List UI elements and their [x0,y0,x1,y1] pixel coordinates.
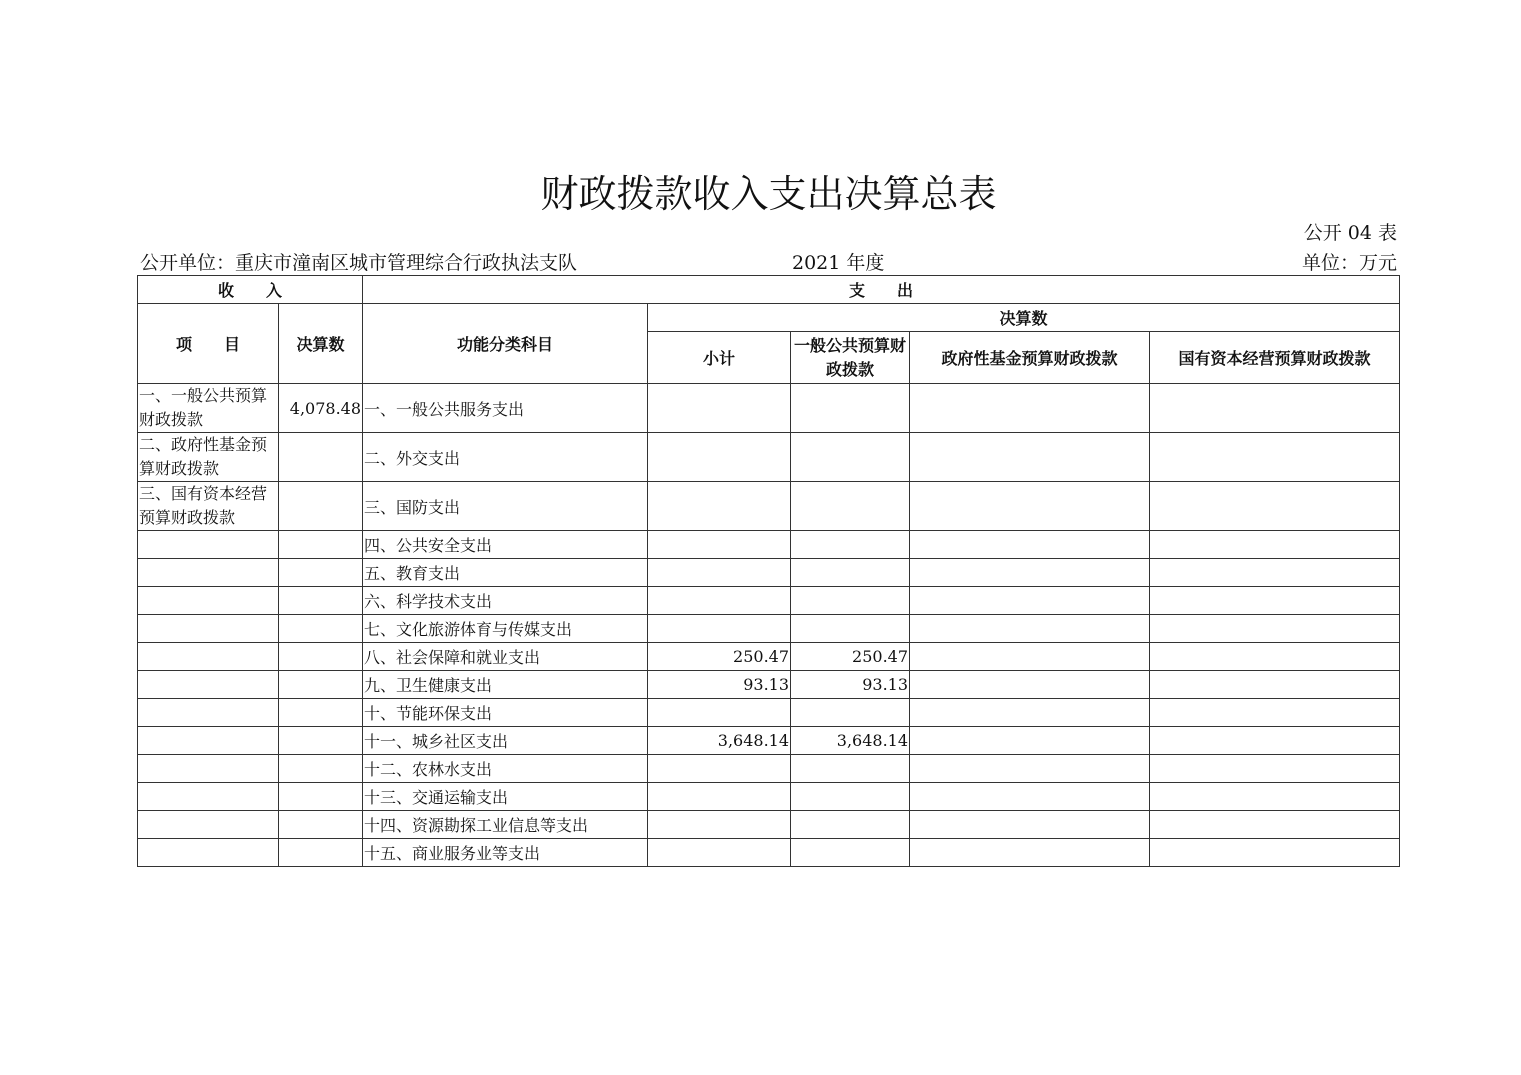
income-item-cell [138,559,279,587]
general-budget-cell [791,811,910,839]
subtotal-cell [648,615,791,643]
subtotal-cell [648,531,791,559]
subtotal-cell [648,559,791,587]
state-capital-cell [1150,727,1400,755]
income-amount-cell [279,671,363,699]
table-row [138,384,1400,433]
gov-fund-cell [910,531,1150,559]
column-header-row-1 [138,304,1400,332]
expense-item-cell: 九、卫生健康支出 [363,671,648,699]
expense-item-cell: 十、节能环保支出 [363,699,648,727]
income-item-cell [138,727,279,755]
income-item-cell [138,615,279,643]
expense-item-cell: 一、一般公共服务支出 [363,384,648,433]
income-amount-cell [279,643,363,671]
income-section-header: 收 入 [138,276,363,304]
gov-fund-cell [910,699,1150,727]
income-amount-cell [279,587,363,615]
income-amount-cell [279,433,363,482]
general-budget-cell [791,615,910,643]
table-row [138,811,1400,839]
subtotal-cell [648,433,791,482]
income-item-cell [138,671,279,699]
table-row [138,839,1400,867]
gov-fund-cell [910,839,1150,867]
state-capital-cell [1150,531,1400,559]
subtotal-cell [648,384,791,433]
expense-item-cell: 十三、交通运输支出 [363,783,648,811]
state-capital-cell [1150,699,1400,727]
gov-fund-cell [910,727,1150,755]
income-amount-cell [279,699,363,727]
subtotal-cell [648,839,791,867]
gov-fund-cell [910,482,1150,531]
general-budget-cell [791,433,910,482]
gov-fund-cell [910,783,1150,811]
general-budget-cell [791,531,910,559]
expense-item-cell: 十一、城乡社区支出 [363,727,648,755]
fiscal-year: 2021 年度 [792,252,885,274]
subtotal-cell: 3,648.14 [648,727,791,755]
general-budget-cell [791,755,910,783]
subtotal-header: 小计 [648,332,791,384]
income-amount-cell [279,755,363,783]
table-row [138,643,1400,671]
expense-item-cell: 五、教育支出 [363,559,648,587]
subtotal-cell: 250.47 [648,643,791,671]
page-title: 财政拨款收入支出决算总表 [540,172,997,216]
appropriation-summary-table [137,275,1400,867]
state-capital-cell [1150,587,1400,615]
table-row [138,755,1400,783]
general-budget-cell: 250.47 [791,643,910,671]
expense-item-cell: 六、科学技术支出 [363,587,648,615]
income-item-cell [138,643,279,671]
income-amount-cell [279,839,363,867]
income-item-cell [138,531,279,559]
income-item-cell [138,755,279,783]
general-budget-cell [791,587,910,615]
state-capital-cell [1150,559,1400,587]
general-budget-cell: 3,648.14 [791,727,910,755]
general-budget-cell [791,699,910,727]
income-amount-cell [279,727,363,755]
table-row [138,531,1400,559]
income-item-cell [138,587,279,615]
subtotal-cell [648,482,791,531]
currency-unit: 单位：万元 [1301,252,1397,274]
subtotal-cell [648,699,791,727]
state-capital-cell [1150,643,1400,671]
subtotal-cell [648,587,791,615]
section-header-row [138,276,1400,304]
subtotal-cell: 93.13 [648,671,791,699]
table-row [138,671,1400,699]
state-capital-cell [1150,615,1400,643]
table-row [138,482,1400,531]
income-item-cell: 三、国有资本经营预算财政拨款 [138,482,279,531]
income-amount-cell: 4,078.48 [279,384,363,433]
general-budget-cell [791,384,910,433]
table-row [138,699,1400,727]
income-amount-cell [279,482,363,531]
gov-fund-cell [910,587,1150,615]
subtotal-cell [648,811,791,839]
gov-fund-cell [910,811,1150,839]
gov-fund-cell [910,755,1150,783]
state-capital-cell [1150,839,1400,867]
income-amount-cell [279,615,363,643]
expense-item-cell: 七、文化旅游体育与传媒支出 [363,615,648,643]
functional-classification-header: 功能分类科目 [363,304,648,384]
state-capital-cell [1150,482,1400,531]
state-capital-cell [1150,671,1400,699]
general-budget-cell [791,783,910,811]
state-capital-header: 国有资本经营预算财政拨款 [1150,332,1400,384]
item-header: 项 目 [138,304,279,384]
expense-item-cell: 八、社会保障和就业支出 [363,643,648,671]
expense-item-cell: 三、国防支出 [363,482,648,531]
income-item-cell [138,699,279,727]
income-amount-cell [279,783,363,811]
gov-fund-cell [910,384,1150,433]
income-item-cell: 二、政府性基金预算财政拨款 [138,433,279,482]
table-row [138,615,1400,643]
state-capital-cell [1150,811,1400,839]
gov-fund-cell [910,433,1150,482]
income-item-cell: 一、一般公共预算财政拨款 [138,384,279,433]
expense-item-cell: 十二、农林水支出 [363,755,648,783]
table-row [138,587,1400,615]
state-capital-cell [1150,384,1400,433]
table-row [138,783,1400,811]
general-budget-cell [791,559,910,587]
amount-header: 决算数 [279,304,363,384]
expense-item-cell: 十五、商业服务业等支出 [363,839,648,867]
table-row [138,559,1400,587]
table-row [138,727,1400,755]
final-amount-header: 决算数 [648,304,1400,332]
gov-fund-cell [910,559,1150,587]
subtotal-cell [648,755,791,783]
general-budget-cell [791,839,910,867]
state-capital-cell [1150,433,1400,482]
gov-fund-cell [910,615,1150,643]
income-item-cell [138,839,279,867]
gov-fund-cell [910,671,1150,699]
state-capital-cell [1150,783,1400,811]
expense-item-cell: 四、公共安全支出 [363,531,648,559]
table-row [138,433,1400,482]
general-budget-cell: 93.13 [791,671,910,699]
gov-fund-cell [910,643,1150,671]
income-item-cell [138,811,279,839]
expense-item-cell: 十四、资源勘探工业信息等支出 [363,811,648,839]
general-budget-header: 一般公共预算财政拨款 [791,332,910,384]
expense-item-cell: 二、外交支出 [363,433,648,482]
subtotal-cell [648,783,791,811]
income-amount-cell [279,559,363,587]
reporting-unit: 公开单位：重庆市潼南区城市管理综合行政执法支队 [140,252,578,274]
state-capital-cell [1150,755,1400,783]
general-budget-cell [791,482,910,531]
form-number: 公开 04 表 [1303,222,1397,244]
gov-fund-header: 政府性基金预算财政拨款 [910,332,1150,384]
income-amount-cell [279,811,363,839]
income-item-cell [138,783,279,811]
income-amount-cell [279,531,363,559]
expense-section-header: 支 出 [363,276,1400,304]
